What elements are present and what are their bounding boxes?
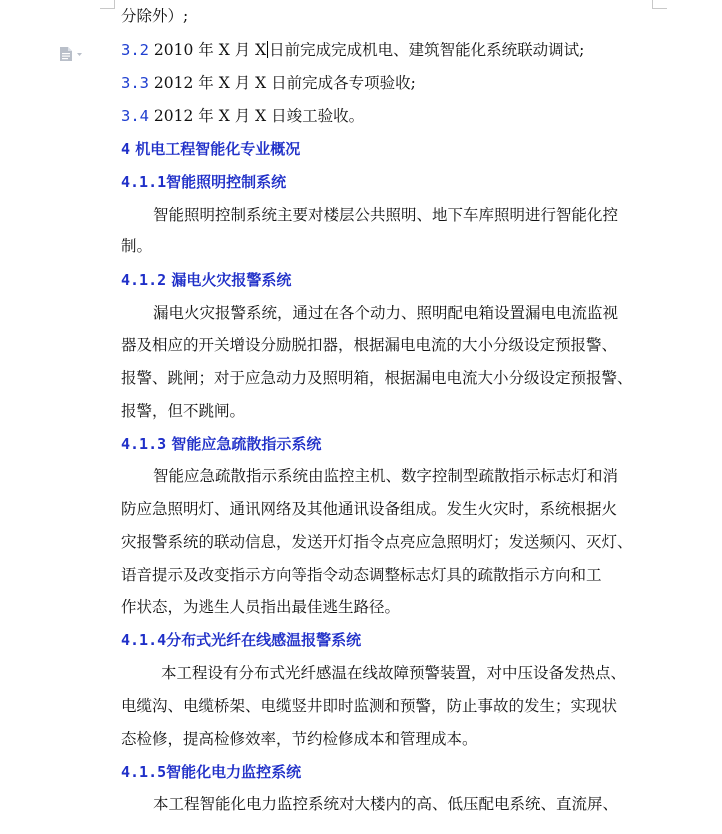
text-run: 智能照明控制系统主要对楼层公共照明、地下车库照明进行智能化控 (153, 206, 619, 224)
paragraph-line (121, 368, 633, 388)
text-run: 本工程智能化电力监控系统对大楼内的高、低压配电系统、直流屏、 (153, 795, 619, 813)
text-run: 电缆沟、电缆桥架、电缆竖井即时监测和预警，防止事故的发生；实现状 (121, 697, 618, 715)
paragraph-line (121, 565, 602, 585)
heading-text: 分布式光纤在线感温报警系统 (166, 631, 362, 649)
text-cursor (267, 41, 268, 58)
heading-text: 漏电火灾报警系统 (166, 271, 292, 289)
paragraph-line (121, 335, 617, 355)
text-run: 日前完成完成机电、建筑智能化系统联动调试; (269, 41, 585, 59)
heading-number: 4.1.4 (121, 631, 167, 649)
text-line (121, 6, 188, 26)
list-number: 3.3 (121, 74, 149, 92)
list-number: 3.2 (121, 41, 149, 59)
paragraph-line (121, 401, 245, 421)
text-run: 报警，但不跳闸。 (121, 402, 246, 420)
paragraph-line (121, 236, 152, 256)
paragraph-line (121, 532, 633, 552)
heading-number: 4.1.1 (121, 173, 167, 191)
heading-4-1-2 (121, 270, 291, 290)
heading-text: 智能应急疏散指示系统 (166, 435, 322, 453)
text-run: 制。 (121, 237, 153, 255)
heading-4-1-5 (121, 762, 301, 782)
heading-text: 智能化电力监控系统 (166, 763, 302, 781)
paragraph-line (121, 696, 617, 716)
heading-text: 智能照明控制系统 (166, 173, 287, 191)
heading-number: 4 (121, 140, 131, 158)
heading-4 (121, 139, 300, 159)
text-run: 2012 年 X 月 X 日竣工验收。 (149, 107, 365, 125)
text-run: 分除外）; (121, 7, 189, 25)
text-run: 2012 年 X 月 X 日前完成各专项验收; (149, 74, 416, 92)
text-run: 灾报警系统的联动信息，发送开灯指令点亮应急照明灯；发送频闪、灭灯、 (121, 533, 633, 551)
list-item-3-2 (121, 40, 584, 60)
text-run: 态检修，提高检修效率，节约检修成本和管理成本。 (121, 730, 478, 748)
paragraph-line (121, 597, 400, 617)
paragraph-line (121, 499, 617, 519)
document-menu-icon[interactable] (58, 46, 84, 62)
paragraph-line (153, 303, 618, 323)
heading-4-1-4 (121, 630, 361, 650)
paragraph-line (153, 794, 618, 814)
text-run: 报警、跳闸；对于应急动力及照明箱，根据漏电电流大小分级设定预报警、 (121, 369, 633, 387)
heading-number: 4.1.2 (121, 271, 167, 289)
heading-number: 4.1.3 (121, 435, 167, 453)
paragraph-line (161, 663, 626, 683)
list-number: 3.4 (121, 107, 149, 125)
page-corner-mark-left (100, 0, 115, 9)
text-run: 防应急照明灯、通讯网络及其他通讯设备组成。发生火灾时，系统根据火 (121, 500, 618, 518)
paragraph-line (153, 466, 618, 486)
text-run: 智能应急疏散指示系统由监控主机、数字控制型疏散指示标志灯和消 (153, 467, 619, 485)
heading-text: 机电工程智能化专业概况 (130, 140, 301, 158)
text-run: 漏电火灾报警系统，通过在各个动力、照明配电箱设置漏电电流监视 (153, 304, 619, 322)
text-run: 器及相应的开关增设分励脱扣器，根据漏电电流的大小分级设定预报警、 (121, 336, 618, 354)
text-run: 语音提示及改变指示方向等指令动态调整标志灯具的疏散指示方向和工 (121, 566, 602, 584)
heading-number: 4.1.5 (121, 763, 167, 781)
text-run: 作状态，为逃生人员指出最佳逃生路径。 (121, 598, 401, 616)
text-run: 本工程设有分布式光纤感温在线故障预警装置，对中压设备发热点、 (161, 664, 627, 682)
paragraph-line (153, 205, 618, 225)
text-run: 2010 年 X 月 X (149, 41, 267, 59)
heading-4-1-3 (121, 434, 321, 454)
list-item-3-4 (121, 106, 364, 126)
heading-4-1-1 (121, 172, 286, 192)
list-item-3-3 (121, 73, 416, 93)
paragraph-line (121, 729, 478, 749)
page-corner-mark-right (652, 0, 667, 9)
